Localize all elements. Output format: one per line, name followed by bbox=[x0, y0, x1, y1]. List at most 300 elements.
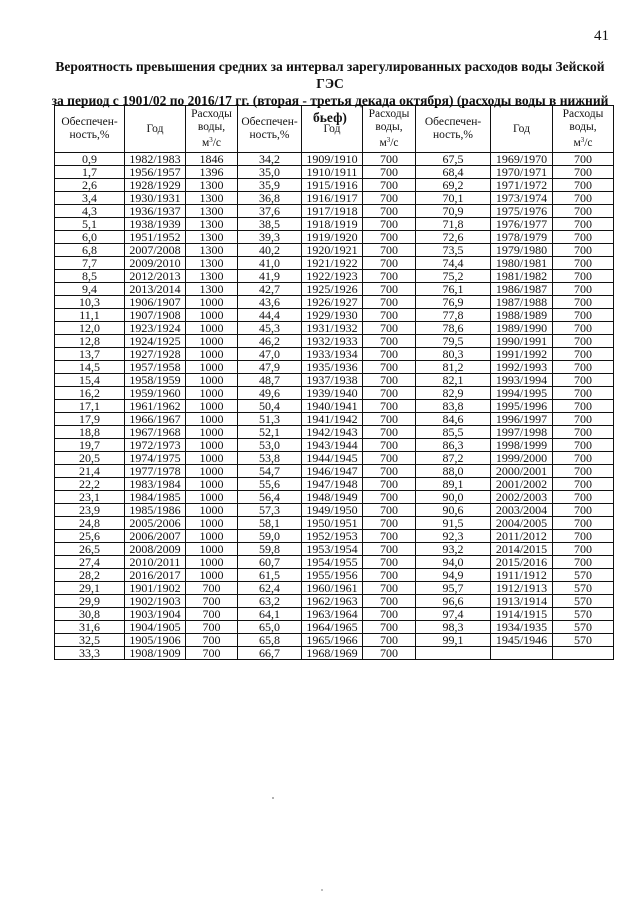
table-row bbox=[55, 166, 614, 179]
cell-probability: 68,4 bbox=[416, 166, 491, 179]
cell-year: 1905/1906 bbox=[125, 634, 186, 647]
cell-flow: 700 bbox=[553, 400, 614, 413]
table-row bbox=[55, 530, 614, 543]
cell-probability: 53,0 bbox=[238, 439, 302, 452]
cell-flow: 700 bbox=[553, 361, 614, 374]
cell-year: 1926/1927 bbox=[302, 296, 363, 309]
cell-probability: 76,1 bbox=[416, 283, 491, 296]
cell-year: 1997/1998 bbox=[491, 426, 553, 439]
table-row bbox=[55, 387, 614, 400]
cell-probability: 91,5 bbox=[416, 517, 491, 530]
cell-year: 2015/2016 bbox=[491, 556, 553, 569]
cell-probability: 30,8 bbox=[55, 608, 125, 621]
cell-probability: 2,6 bbox=[55, 179, 125, 192]
cell-year: 1902/1903 bbox=[125, 595, 186, 608]
cell-flow: 700 bbox=[186, 595, 238, 608]
cell-year: 1948/1949 bbox=[302, 491, 363, 504]
table-row bbox=[55, 582, 614, 595]
cell-year: 1975/1976 bbox=[491, 205, 553, 218]
cell-year: 1996/1997 bbox=[491, 413, 553, 426]
cell-flow: 700 bbox=[363, 179, 416, 192]
cell-probability: 76,9 bbox=[416, 296, 491, 309]
cell-probability: 20,5 bbox=[55, 452, 125, 465]
cell-year: 1963/1964 bbox=[302, 608, 363, 621]
table-row bbox=[55, 465, 614, 478]
cell-flow: 1300 bbox=[186, 179, 238, 192]
cell-probability: 3,4 bbox=[55, 192, 125, 205]
cell-probability: 83,8 bbox=[416, 400, 491, 413]
table-row bbox=[55, 543, 614, 556]
table-row bbox=[55, 426, 614, 439]
cell-year: 1984/1985 bbox=[125, 491, 186, 504]
cell-year: 1976/1977 bbox=[491, 218, 553, 231]
cell-year: 2006/2007 bbox=[125, 530, 186, 543]
cell-flow: 700 bbox=[186, 634, 238, 647]
cell-year: 1991/1992 bbox=[491, 348, 553, 361]
cell-probability: 8,5 bbox=[55, 270, 125, 283]
cell-probability: 18,8 bbox=[55, 426, 125, 439]
cell-year: 2003/2004 bbox=[491, 504, 553, 517]
cell-year: 1904/1905 bbox=[125, 621, 186, 634]
cell-year: 1955/1956 bbox=[302, 569, 363, 582]
table-row bbox=[55, 218, 614, 231]
cell-flow: 700 bbox=[553, 413, 614, 426]
cell-probability: 74,4 bbox=[416, 257, 491, 270]
cell-probability: 62,4 bbox=[238, 582, 302, 595]
cell-flow: 700 bbox=[363, 439, 416, 452]
cell-flow: 700 bbox=[363, 374, 416, 387]
cell-flow: 700 bbox=[363, 413, 416, 426]
cell-year: 1928/1929 bbox=[125, 179, 186, 192]
cell-flow: 700 bbox=[553, 387, 614, 400]
cell-flow: 700 bbox=[553, 309, 614, 322]
cell-flow: 1000 bbox=[186, 322, 238, 335]
cell-flow: 700 bbox=[363, 452, 416, 465]
table-row bbox=[55, 413, 614, 426]
cell-year: 2011/2012 bbox=[491, 530, 553, 543]
cell-flow: 700 bbox=[363, 244, 416, 257]
cell-flow: 700 bbox=[186, 647, 238, 660]
cell-flow: 1000 bbox=[186, 517, 238, 530]
cell-flow: 700 bbox=[553, 179, 614, 192]
cell-flow: 700 bbox=[553, 491, 614, 504]
cell-year: 1995/1996 bbox=[491, 400, 553, 413]
cell-flow: 700 bbox=[363, 348, 416, 361]
cell-flow: 700 bbox=[553, 153, 614, 166]
cell-year: 1973/1974 bbox=[491, 192, 553, 205]
table-row bbox=[55, 439, 614, 452]
cell-probability: 46,2 bbox=[238, 335, 302, 348]
cell-flow: 700 bbox=[363, 257, 416, 270]
cell-probability: 54,7 bbox=[238, 465, 302, 478]
cell-year: 1944/1945 bbox=[302, 452, 363, 465]
cell-probability: 85,5 bbox=[416, 426, 491, 439]
cell-probability: 44,4 bbox=[238, 309, 302, 322]
cell-flow: 1000 bbox=[186, 309, 238, 322]
cell-flow: 1300 bbox=[186, 192, 238, 205]
header-probability-1: Обеспечен- ность,% bbox=[55, 106, 125, 153]
cell-flow: 1396 bbox=[186, 166, 238, 179]
cell-flow: 1300 bbox=[186, 244, 238, 257]
cell-flow: 700 bbox=[363, 283, 416, 296]
cell-year: 1922/1923 bbox=[302, 270, 363, 283]
cell-year: 1986/1987 bbox=[491, 283, 553, 296]
table-row bbox=[55, 647, 614, 660]
cell-probability: 47,9 bbox=[238, 361, 302, 374]
cell-probability: 70,1 bbox=[416, 192, 491, 205]
cell-probability: 49,6 bbox=[238, 387, 302, 400]
cell-year: 1962/1963 bbox=[302, 595, 363, 608]
cell-year: 2001/2002 bbox=[491, 478, 553, 491]
cell-year: 2013/2014 bbox=[125, 283, 186, 296]
cell-probability: 55,6 bbox=[238, 478, 302, 491]
cell-year: 1988/1989 bbox=[491, 309, 553, 322]
cell-probability: 48,7 bbox=[238, 374, 302, 387]
cell-probability: 70,9 bbox=[416, 205, 491, 218]
table-row bbox=[55, 595, 614, 608]
cell-year: 1914/1915 bbox=[491, 608, 553, 621]
cell-probability: 22,2 bbox=[55, 478, 125, 491]
cell-year: 1960/1961 bbox=[302, 582, 363, 595]
cell-year: 1942/1943 bbox=[302, 426, 363, 439]
cell-year: 1994/1995 bbox=[491, 387, 553, 400]
cell-probability: 39,3 bbox=[238, 231, 302, 244]
table-row bbox=[55, 634, 614, 647]
cell-probability: 26,5 bbox=[55, 543, 125, 556]
cell-flow: 700 bbox=[186, 582, 238, 595]
header-year-2: Год bbox=[302, 106, 363, 153]
cell-probability: 71,8 bbox=[416, 218, 491, 231]
cell-flow: 700 bbox=[553, 452, 614, 465]
cell-probability: 11,1 bbox=[55, 309, 125, 322]
cell-probability: 7,7 bbox=[55, 257, 125, 270]
cell-probability bbox=[416, 647, 491, 660]
cell-probability: 90,0 bbox=[416, 491, 491, 504]
cell-year: 1949/1950 bbox=[302, 504, 363, 517]
cell-year: 1980/1981 bbox=[491, 257, 553, 270]
cell-year: 1969/1970 bbox=[491, 153, 553, 166]
cell-flow: 700 bbox=[553, 296, 614, 309]
cell-flow: 570 bbox=[553, 595, 614, 608]
cell-year: 1938/1939 bbox=[125, 218, 186, 231]
cell-flow: 700 bbox=[363, 309, 416, 322]
cell-year: 2012/2013 bbox=[125, 270, 186, 283]
cell-year: 2014/2015 bbox=[491, 543, 553, 556]
cell-probability: 82,1 bbox=[416, 374, 491, 387]
cell-year: 1919/1920 bbox=[302, 231, 363, 244]
cell-probability: 52,1 bbox=[238, 426, 302, 439]
cell-flow: 700 bbox=[553, 426, 614, 439]
cell-flow: 700 bbox=[553, 348, 614, 361]
cell-flow: 1000 bbox=[186, 374, 238, 387]
cell-flow: 700 bbox=[363, 322, 416, 335]
cell-probability: 92,3 bbox=[416, 530, 491, 543]
table-header-row bbox=[55, 106, 614, 153]
table-row bbox=[55, 374, 614, 387]
cell-year: 1901/1902 bbox=[125, 582, 186, 595]
cell-probability: 79,5 bbox=[416, 335, 491, 348]
cell-probability: 12,8 bbox=[55, 335, 125, 348]
cell-probability: 35,9 bbox=[238, 179, 302, 192]
cell-probability: 57,3 bbox=[238, 504, 302, 517]
cell-year: 1925/1926 bbox=[302, 283, 363, 296]
scan-speck bbox=[321, 889, 323, 891]
cell-probability: 40,2 bbox=[238, 244, 302, 257]
cell-probability: 80,3 bbox=[416, 348, 491, 361]
cell-probability: 4,3 bbox=[55, 205, 125, 218]
cell-probability: 33,3 bbox=[55, 647, 125, 660]
cell-year: 1974/1975 bbox=[125, 452, 186, 465]
scan-speck bbox=[272, 797, 274, 799]
cell-flow: 700 bbox=[553, 465, 614, 478]
cell-year: 1990/1991 bbox=[491, 335, 553, 348]
cell-flow: 570 bbox=[553, 634, 614, 647]
cell-flow: 700 bbox=[186, 608, 238, 621]
cell-year: 1981/1982 bbox=[491, 270, 553, 283]
cell-probability: 29,9 bbox=[55, 595, 125, 608]
table-row bbox=[55, 517, 614, 530]
cell-year: 1958/1959 bbox=[125, 374, 186, 387]
cell-flow: 700 bbox=[363, 556, 416, 569]
cell-flow: 700 bbox=[363, 504, 416, 517]
cell-year: 1903/1904 bbox=[125, 608, 186, 621]
cell-flow: 1300 bbox=[186, 205, 238, 218]
cell-probability: 61,5 bbox=[238, 569, 302, 582]
cell-flow: 700 bbox=[553, 322, 614, 335]
cell-year: 1952/1953 bbox=[302, 530, 363, 543]
cell-flow: 700 bbox=[553, 556, 614, 569]
cell-year: 1921/1922 bbox=[302, 257, 363, 270]
header-probability-3: Обеспечен- ность,% bbox=[416, 106, 491, 153]
cell-flow: 700 bbox=[363, 166, 416, 179]
cell-probability: 78,6 bbox=[416, 322, 491, 335]
cell-year: 2000/2001 bbox=[491, 465, 553, 478]
cell-year: 1912/1913 bbox=[491, 582, 553, 595]
cell-probability: 13,7 bbox=[55, 348, 125, 361]
cell-year: 1917/1918 bbox=[302, 205, 363, 218]
cell-year: 1987/1988 bbox=[491, 296, 553, 309]
cell-year: 1923/1924 bbox=[125, 322, 186, 335]
cell-flow: 700 bbox=[363, 465, 416, 478]
cell-year: 1910/1911 bbox=[302, 166, 363, 179]
cell-year: 1930/1931 bbox=[125, 192, 186, 205]
cell-year: 2008/2009 bbox=[125, 543, 186, 556]
cell-flow: 1846 bbox=[186, 153, 238, 166]
title-line-1: Вероятность превышения средних за интервал зарегулированных расходов воды Зейской ГЭС bbox=[55, 59, 605, 91]
cell-flow: 1300 bbox=[186, 231, 238, 244]
header-flow-3: Расходы воды, $м^3/с$ bbox=[553, 106, 614, 153]
cell-flow bbox=[553, 647, 614, 660]
cell-year: 1945/1946 bbox=[491, 634, 553, 647]
cell-flow: 1000 bbox=[186, 439, 238, 452]
cell-flow: 1000 bbox=[186, 556, 238, 569]
table-row bbox=[55, 478, 614, 491]
cell-flow: 700 bbox=[363, 608, 416, 621]
cell-flow: 700 bbox=[553, 166, 614, 179]
cell-probability: 24,8 bbox=[55, 517, 125, 530]
cell-year: 1939/1940 bbox=[302, 387, 363, 400]
cell-flow: 570 bbox=[553, 582, 614, 595]
cell-probability: 86,3 bbox=[416, 439, 491, 452]
cell-flow: 700 bbox=[553, 283, 614, 296]
cell-year: 1961/1962 bbox=[125, 400, 186, 413]
cell-probability: 23,1 bbox=[55, 491, 125, 504]
cell-flow: 1000 bbox=[186, 296, 238, 309]
cell-probability: 88,0 bbox=[416, 465, 491, 478]
table-row bbox=[55, 309, 614, 322]
cell-flow: 1000 bbox=[186, 400, 238, 413]
cell-flow: 700 bbox=[553, 374, 614, 387]
cell-flow: 1000 bbox=[186, 387, 238, 400]
cell-year: 1953/1954 bbox=[302, 543, 363, 556]
cell-flow: 1000 bbox=[186, 452, 238, 465]
table-row bbox=[55, 322, 614, 335]
cell-flow: 700 bbox=[363, 387, 416, 400]
cell-probability: 89,1 bbox=[416, 478, 491, 491]
table-row bbox=[55, 231, 614, 244]
cell-flow: 1000 bbox=[186, 348, 238, 361]
table-row bbox=[55, 504, 614, 517]
cell-probability: 31,6 bbox=[55, 621, 125, 634]
cell-flow: 700 bbox=[553, 244, 614, 257]
cell-probability: 47,0 bbox=[238, 348, 302, 361]
cell-flow: 700 bbox=[363, 335, 416, 348]
cell-probability: 94,0 bbox=[416, 556, 491, 569]
cell-probability: 75,2 bbox=[416, 270, 491, 283]
cell-probability: 28,2 bbox=[55, 569, 125, 582]
cell-probability: 99,1 bbox=[416, 634, 491, 647]
cell-probability: 0,9 bbox=[55, 153, 125, 166]
cell-probability: 59,8 bbox=[238, 543, 302, 556]
cell-year: 1993/1994 bbox=[491, 374, 553, 387]
table-row bbox=[55, 491, 614, 504]
cell-probability: 38,5 bbox=[238, 218, 302, 231]
table-row bbox=[55, 257, 614, 270]
cell-flow: 570 bbox=[553, 621, 614, 634]
cell-year: 1936/1937 bbox=[125, 205, 186, 218]
cell-year: 1978/1979 bbox=[491, 231, 553, 244]
cell-probability: 19,7 bbox=[55, 439, 125, 452]
cell-probability: 93,2 bbox=[416, 543, 491, 556]
cell-year: 1959/1960 bbox=[125, 387, 186, 400]
cell-flow: 700 bbox=[363, 270, 416, 283]
cell-year: 1918/1919 bbox=[302, 218, 363, 231]
table-row bbox=[55, 361, 614, 374]
cell-flow: 1000 bbox=[186, 478, 238, 491]
cell-year: 1908/1909 bbox=[125, 647, 186, 660]
cell-year: 2010/2011 bbox=[125, 556, 186, 569]
cell-probability: 23,9 bbox=[55, 504, 125, 517]
cell-year: 1982/1983 bbox=[125, 153, 186, 166]
cell-probability: 97,4 bbox=[416, 608, 491, 621]
cell-year: 1920/1921 bbox=[302, 244, 363, 257]
cell-flow: 700 bbox=[363, 218, 416, 231]
cell-year: 1989/1990 bbox=[491, 322, 553, 335]
table-row bbox=[55, 296, 614, 309]
cell-probability: 10,3 bbox=[55, 296, 125, 309]
table-row bbox=[55, 192, 614, 205]
cell-probability: 65,8 bbox=[238, 634, 302, 647]
cell-year: 1985/1986 bbox=[125, 504, 186, 517]
cell-year: 1933/1934 bbox=[302, 348, 363, 361]
table-row bbox=[55, 556, 614, 569]
cell-year: 1909/1910 bbox=[302, 153, 363, 166]
cell-flow: 700 bbox=[553, 517, 614, 530]
cell-probability: 17,9 bbox=[55, 413, 125, 426]
cell-flow: 700 bbox=[363, 153, 416, 166]
cell-year bbox=[491, 647, 553, 660]
cell-flow: 1300 bbox=[186, 270, 238, 283]
cell-year: 1927/1928 bbox=[125, 348, 186, 361]
table-row bbox=[55, 205, 614, 218]
cell-year: 1968/1969 bbox=[302, 647, 363, 660]
cell-probability: 90,6 bbox=[416, 504, 491, 517]
cell-probability: 82,9 bbox=[416, 387, 491, 400]
cell-probability: 17,1 bbox=[55, 400, 125, 413]
cell-probability: 34,2 bbox=[238, 153, 302, 166]
cell-flow: 700 bbox=[553, 543, 614, 556]
cell-flow: 700 bbox=[553, 439, 614, 452]
page-number: 41 bbox=[594, 28, 609, 44]
cell-year: 1911/1912 bbox=[491, 569, 553, 582]
cell-year: 1983/1984 bbox=[125, 478, 186, 491]
cell-year: 1937/1938 bbox=[302, 374, 363, 387]
cell-year: 1943/1944 bbox=[302, 439, 363, 452]
header-probability-2: Обеспечен- ность,% bbox=[238, 106, 302, 153]
cell-year: 1947/1948 bbox=[302, 478, 363, 491]
cell-year: 2007/2008 bbox=[125, 244, 186, 257]
cell-flow: 700 bbox=[553, 192, 614, 205]
cell-probability: 56,4 bbox=[238, 491, 302, 504]
cell-flow: 700 bbox=[553, 478, 614, 491]
cell-flow: 700 bbox=[363, 192, 416, 205]
cell-year: 1916/1917 bbox=[302, 192, 363, 205]
cell-probability: 65,0 bbox=[238, 621, 302, 634]
table-row bbox=[55, 153, 614, 166]
table-row bbox=[55, 244, 614, 257]
cell-flow: 700 bbox=[363, 647, 416, 660]
cell-probability: 95,7 bbox=[416, 582, 491, 595]
cell-flow: 700 bbox=[553, 205, 614, 218]
cell-flow: 700 bbox=[186, 621, 238, 634]
cell-flow: 700 bbox=[363, 621, 416, 634]
cell-probability: 64,1 bbox=[238, 608, 302, 621]
header-year-3: Год bbox=[491, 106, 553, 153]
cell-probability: 6,8 bbox=[55, 244, 125, 257]
table-row bbox=[55, 621, 614, 634]
cell-year: 1966/1967 bbox=[125, 413, 186, 426]
cell-year: 1964/1965 bbox=[302, 621, 363, 634]
cell-flow: 700 bbox=[363, 400, 416, 413]
cell-probability: 72,6 bbox=[416, 231, 491, 244]
cell-probability: 69,2 bbox=[416, 179, 491, 192]
cell-year: 1907/1908 bbox=[125, 309, 186, 322]
cell-flow: 700 bbox=[553, 335, 614, 348]
cell-flow: 700 bbox=[363, 361, 416, 374]
cell-year: 2002/2003 bbox=[491, 491, 553, 504]
cell-probability: 51,3 bbox=[238, 413, 302, 426]
cell-flow: 1000 bbox=[186, 361, 238, 374]
cell-probability: 12,0 bbox=[55, 322, 125, 335]
table-row bbox=[55, 270, 614, 283]
header-flow-2: Расходы воды, $м^3/с$ bbox=[363, 106, 416, 153]
cell-probability: 43,6 bbox=[238, 296, 302, 309]
cell-flow: 700 bbox=[553, 270, 614, 283]
table-row bbox=[55, 335, 614, 348]
cell-probability: 67,5 bbox=[416, 153, 491, 166]
cell-probability: 35,0 bbox=[238, 166, 302, 179]
cell-probability: 41,9 bbox=[238, 270, 302, 283]
